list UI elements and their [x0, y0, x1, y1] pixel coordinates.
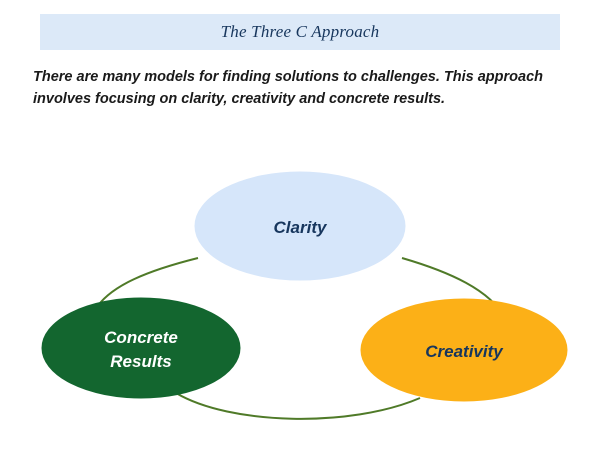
- node-concrete-results-label-line2: Results: [110, 352, 172, 371]
- node-clarity-label: Clarity: [273, 218, 327, 237]
- node-concrete-results[interactable]: [42, 298, 240, 398]
- node-creativity-label: Creativity: [425, 342, 503, 361]
- title-banner: [40, 14, 560, 50]
- intro-paragraph: There are many models for finding solutions to challenges. This approach involves focusing on clarity, creativity and concrete results.: [33, 69, 544, 108]
- node-concrete-results-label-line1: Concrete: [104, 328, 178, 347]
- connector-concrete-to-creativity: [176, 393, 420, 419]
- page-title: The Three C Approach: [220, 22, 380, 41]
- three-c-diagram: [0, 150, 600, 440]
